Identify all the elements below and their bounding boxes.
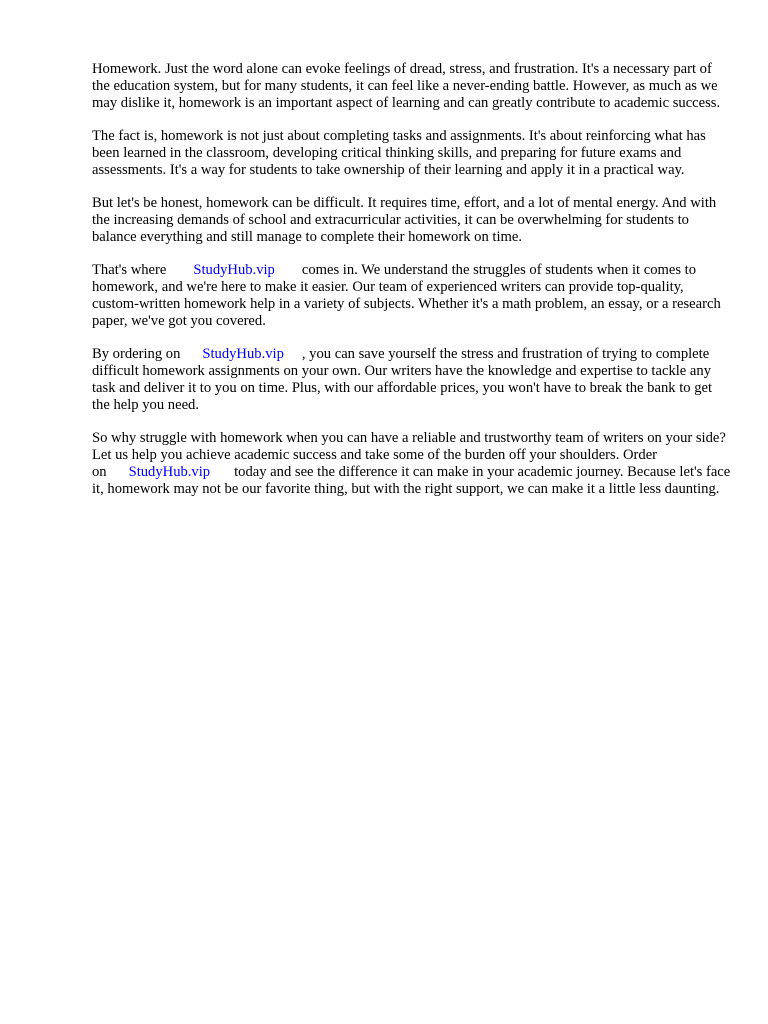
studyhub-link-3[interactable]: StudyHub.vip xyxy=(128,464,211,480)
paragraph-4 xyxy=(92,262,732,330)
paragraph-4-text-after: comes in. We understand the struggles of students when it comes to homework, and we're here to make it easier. Our team of experienced writers can provide top-quality, custom-written homework help in a variety of subjects. Whether it's a math problem, an essay, or a research paper, we've got you covered. xyxy=(92,262,721,329)
studyhub-link-2[interactable]: StudyHub.vip xyxy=(202,346,284,362)
document-body xyxy=(92,61,732,514)
paragraph-4-text-before: That's where xyxy=(92,262,167,278)
paragraph-6-text-after: today and see the difference it can make in your academic journey. Because let's face it, homework may not be our favorite thing, but with the right support, we can make it a little less daunting. xyxy=(92,464,731,497)
paragraph-2: The fact is, homework is not just about completing tasks and assignments. It's about reinforcing what has been learned in the classroom, developing critical thinking skills, and preparing for future exams and assessments. It's a way for students to take ownership of their learning and apply it in a practical way. xyxy=(92,128,706,178)
paragraph-1: Homework. Just the word alone can evoke feelings of dread, stress, and frustration. It's a necessary part of the education system, but for many students, it can feel like a never-ending battle. However, as much as we may dislike it, homework is an important aspect of learning and can greatly contribute to academic success. xyxy=(92,61,721,111)
paragraph-3: But let's be honest, homework can be difficult. It requires time, effort, and a lot of mental energy. And with the increasing demands of school and extracurricular activities, it can be overwhelming for students to balance everything and still manage to complete their homework on time. xyxy=(92,195,717,245)
paragraph-5-text-before: By ordering on xyxy=(92,346,181,362)
paragraph-6 xyxy=(92,430,732,498)
paragraph-5-text-after: , you can save yourself the stress and frustration of trying to complete difficult homework assignments on your own. Our writers have the knowledge and expertise to tackle any task and deliver it to you on time. Plus, with our affordable prices, you won't have to break the bank to get the help you need. xyxy=(92,346,713,413)
studyhub-link-1[interactable]: StudyHub.vip xyxy=(193,262,275,278)
paragraph-5 xyxy=(92,346,732,414)
paragraph-6-text-before: So why struggle with homework when you can have a reliable and trustworthy team of writers on your side? Let us help you achieve academic success and take some of the burden off your shoulders. Order on xyxy=(92,430,726,480)
